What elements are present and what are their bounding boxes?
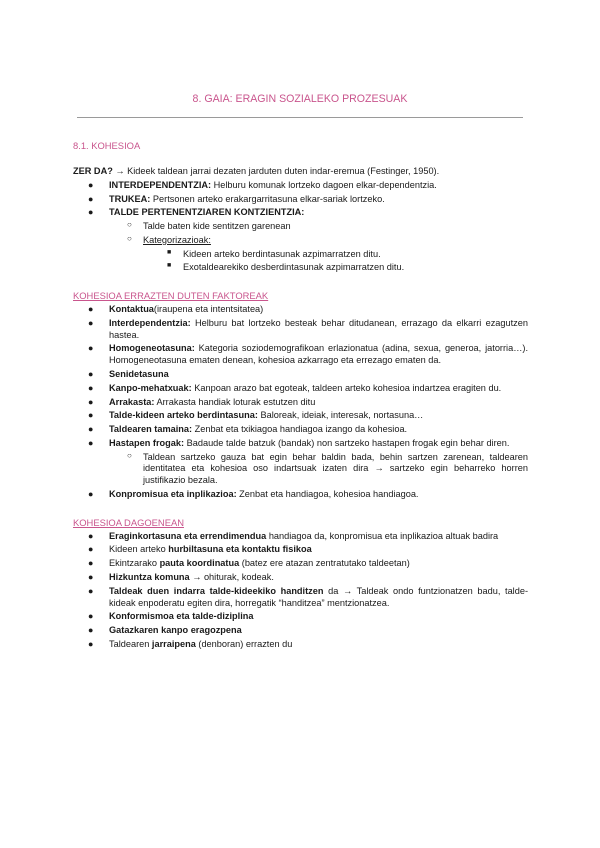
item-text: (denboran) errazten du [195, 638, 293, 649]
item-text: (iraupena eta intentsitatea) [153, 304, 264, 315]
sub-sub-list-item [73, 249, 528, 261]
bullet-icon: ● [88, 530, 94, 541]
list-item [73, 180, 528, 192]
item-term: hurbiltasuna eta kontaktu fisikoa [168, 544, 312, 555]
item-term: Konpromisua eta inplikazioa: [109, 488, 237, 499]
item-term: Homogeneotasuna: [109, 343, 195, 354]
sub-item-text: Talde baten kide sentitzen garenean [143, 221, 291, 232]
definition-text: Kideek taldean jarrai dezaten jarduten duten indar-eremua (Festinger, 1950). [127, 166, 440, 177]
item-term: Kontaktua [109, 304, 154, 315]
sub-list-item [73, 235, 528, 247]
item-text: Zenbat eta txikiagoa handiagoa izango da kohesioa. [192, 424, 408, 435]
definition-paragraph [73, 166, 528, 178]
item-text: Taldearen [109, 638, 152, 649]
square-bullet-icon: ■ [167, 262, 172, 270]
item-text: Zenbat eta handiagoa, kohesioa handiagoa. [236, 488, 419, 499]
item-term: Hizkuntza komuna [109, 572, 190, 582]
item-term: Taldeak duen indarra talde-kideekiko handitzen [109, 585, 324, 596]
section-heading-dagoenean: KOHESIOA DAGOENEAN [73, 516, 184, 528]
bullet-icon: ● [88, 343, 94, 354]
sub-list-item [73, 221, 528, 233]
sub-sub-item-text: Kideen arteko berdintasunak azpimarratzen ditu. [183, 248, 381, 259]
faktoreak-list [73, 304, 528, 500]
section-heading-faktoreak: KOHESIOA ERRAZTEN DUTEN FAKTOREAK [73, 290, 269, 302]
item-text: Helburu komunak lortzeko dagoen elkar-dependentzia. [211, 179, 437, 190]
page-title: 8. GAIA: ERAGIN SOZIALEKO PROZESUAK [192, 93, 408, 105]
list-item [73, 586, 528, 610]
square-bullet-icon: ■ [167, 248, 172, 256]
hollow-bullet-icon: ○ [127, 450, 132, 460]
bullet-icon: ● [88, 437, 94, 448]
sub-item-text: Taldean sartzeko gauza bat egin behar baldin bada, behin sartzen zarenean, taldearen identitatea eta kohesioa oso indartsuak izaten dira → sartzeko egin beharreko horren justifikazio bezala. [143, 451, 528, 486]
item-term: Kanpo-mehatxuak: [109, 382, 192, 393]
item-term: TALDE PERTENENTZIAREN KONTZIENTZIA: [109, 207, 305, 218]
list-item [73, 531, 528, 543]
list-item [73, 194, 528, 206]
item-text: Helburu bat lortzeko besteak behar ditudanean, errazago da elkarri ezagutzen hastea. [109, 317, 528, 340]
list-item [73, 489, 528, 501]
item-text: Pertsonen arteko erakargarritasuna elkar-sariak lortzeko. [150, 193, 385, 204]
list-item [73, 438, 528, 450]
definition-label: ZER DA? [73, 166, 113, 177]
list-item [73, 207, 528, 219]
item-text: handiagoa da, konpromisua eta inplikazioa altuak badira [266, 530, 499, 541]
bullet-icon: ● [88, 317, 94, 328]
section-heading-kohesioa: 8.1. KOHESIOA [73, 140, 141, 151]
item-term: pauta koordinatua [159, 558, 240, 569]
list-item [73, 343, 528, 367]
list-item [73, 558, 528, 570]
bullet-icon: ● [88, 382, 94, 393]
bullet-icon: ● [88, 410, 94, 421]
list-item [73, 304, 528, 316]
arrow-glyph: → [112, 166, 128, 177]
sub-list-item [73, 452, 528, 487]
item-term: Senidetasuna [109, 369, 169, 380]
item-text: Badaude talde batzuk (bandak) non sartzeko hastapen frogak egin behar diren. [184, 437, 510, 448]
sub-item-text: Kategorizazioak: [143, 234, 211, 245]
bullet-icon: ● [88, 572, 94, 582]
item-term: Talde-kideen arteko berdintasuna: [109, 410, 258, 421]
item-term: TRUKEA: [109, 193, 151, 204]
list-item [73, 318, 528, 342]
item-text: Ekintzarako [109, 558, 160, 569]
sub-sub-list-item [73, 262, 528, 274]
item-term: Arrakasta: [109, 396, 155, 407]
bullet-icon: ● [88, 304, 94, 315]
bullet-icon: ● [88, 207, 94, 218]
item-text: Kanpoan arazo bat egoteak, taldeen arteko kohesioa indartzea eragiten du. [191, 382, 502, 393]
bullet-icon: ● [88, 585, 94, 596]
list-item [73, 383, 528, 395]
item-text: da → Taldeak ondo funtzionatzen badu, talde-kideak enpoderatu egiten dira, horregatik “handitzea” mentzionatzea. [109, 585, 529, 608]
bullet-icon: ● [88, 638, 94, 649]
item-text: Kategoria soziodemografikoan erlazionatua (adina, sexua, generoa, jatorria…). Homogeneotasuna ematen denean, kohesioa azkarrago eta errezago ematen da. [109, 343, 528, 366]
bullet-icon: ● [88, 396, 94, 407]
item-text: (batez ere atazan zentratutako taldeetan) [239, 558, 410, 569]
item-term: INTERDEPENDENTZIA: [109, 179, 212, 190]
list-item [73, 397, 528, 409]
bullet-icon: ● [88, 179, 94, 190]
bullet-icon: ● [88, 625, 94, 636]
item-text: Baloreak, ideiak, interesak, nortasuna… [257, 410, 424, 421]
bullet-icon: ● [88, 611, 94, 622]
item-text: Arrakasta handiak loturak estutzen ditu [154, 396, 316, 407]
item-term: Eraginkortasuna eta errendimendua [109, 530, 267, 541]
kohesioa-list [73, 180, 528, 274]
item-term: Konformismoa eta talde-diziplina [109, 611, 254, 622]
document-body [73, 140, 528, 651]
item-text: Kideen arteko [109, 544, 169, 555]
list-item [73, 544, 528, 556]
bullet-icon: ● [88, 193, 94, 204]
item-term: Interdependentzia: [109, 317, 191, 328]
item-text: → ohiturak, kodeak. [189, 572, 274, 582]
bullet-icon: ● [88, 558, 94, 569]
bullet-icon: ● [88, 424, 94, 435]
list-item [73, 410, 528, 422]
list-item [73, 625, 528, 637]
bullet-icon: ● [88, 544, 94, 555]
dagoenean-list [73, 531, 528, 651]
item-term: Taldearen tamaina: [109, 424, 193, 435]
list-item [73, 639, 528, 651]
item-term: jarraipena [151, 638, 196, 649]
item-term: Gatazkaren kanpo eragozpena [109, 625, 242, 636]
list-item [73, 369, 528, 381]
list-item [73, 611, 528, 623]
list-item [73, 572, 528, 584]
hollow-bullet-icon: ○ [127, 220, 132, 230]
item-term: Hastapen frogak: [109, 437, 185, 448]
hollow-bullet-icon: ○ [127, 233, 132, 243]
bullet-icon: ● [88, 369, 94, 380]
sub-sub-item-text: Exotaldearekiko desberdintasunak azpimarratzen ditu. [183, 262, 405, 273]
bullet-icon: ● [88, 488, 94, 499]
title-divider [77, 117, 523, 118]
list-item [73, 424, 528, 436]
